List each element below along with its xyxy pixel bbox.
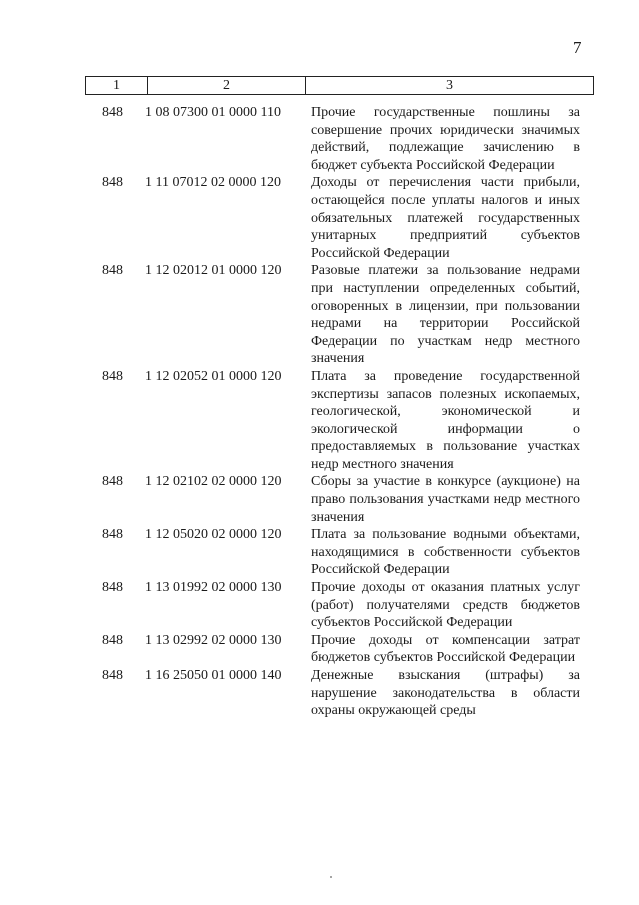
admin-code-cell: 848 [102,668,123,683]
admin-code-cell: 848 [102,474,123,490]
kbk-code-cell: 1 13 02992 02 0000 130 [145,632,282,648]
description-cell: Денежные взыскания (штрафы) за нарушение законодательства в области охраны окружающей среды [311,668,580,719]
kbk-code-cell: 1 16 25050 01 0000 140 [145,668,282,683]
table-row [85,526,593,579]
column-header-table [85,76,594,95]
kbk-code-cell: 1 13 01992 02 0000 130 [145,580,282,596]
description-cell: Плата за проведение государственной экспертизы запасов полезных ископаемых, геологической, экономической и экологической информации о предоставляемых в пользование участках недр местного значения [311,368,580,472]
description-cell: Доходы от перечисления части прибыли, остающейся после уплаты налогов и иных обязательных платежей государственных унитарных предприятий субъектов Российской Федерации [311,175,580,261]
admin-code-cell: 848 [102,175,123,191]
table-row [85,667,593,720]
admin-code-cell: 848 [102,368,123,384]
column-header-1: 1 [86,77,148,95]
kbk-code-cell: 1 12 02012 01 0000 120 [145,263,282,279]
table-row [85,579,593,632]
table-row [85,473,593,526]
page-number: 7 [573,38,582,57]
description-cell: Прочие государственные пошлины за совершение прочих юридически значимых действий, подлежащие зачислению в бюджет субъекта Российской Федерации [311,105,580,173]
description-cell: Прочие доходы от оказания платных услуг (работ) получателями средств бюджетов субъектов Российской Федерации [311,580,580,631]
scan-speck [330,876,332,878]
admin-code-cell: 848 [102,105,123,120]
revenue-codes-list [85,104,593,720]
kbk-code-cell: 1 12 02102 02 0000 120 [145,474,282,490]
description-cell: Прочие доходы от компенсации затрат бюджетов субъектов Российской Федерации [311,632,580,666]
admin-code-cell: 848 [102,263,123,279]
table-row [85,262,593,368]
column-header-row [86,77,594,95]
column-header-3: 3 [306,77,594,95]
table-row [85,104,593,174]
table-row [85,174,593,262]
admin-code-cell: 848 [102,580,123,596]
description-cell: Сборы за участие в конкурсе (аукционе) на право пользования участками недр местного значения [311,474,580,525]
column-header-2: 2 [148,77,306,95]
description-cell: Разовые платежи за пользование недрами при наступлении определенных событий, оговоренных в лицензии, при пользовании недрами на территории Российской Федерации по участкам недр местного значения [311,263,580,367]
table-row [85,632,593,667]
kbk-code-cell: 1 08 07300 01 0000 110 [145,105,281,120]
description-cell: Плата за пользование водными объектами, находящимися в собственности субъектов Российской Федерации [311,527,580,578]
kbk-code-cell: 1 12 05020 02 0000 120 [145,527,282,543]
admin-code-cell: 848 [102,632,123,648]
admin-code-cell: 848 [102,527,123,543]
kbk-code-cell: 1 12 02052 01 0000 120 [145,368,282,384]
table-row [85,368,593,474]
kbk-code-cell: 1 11 07012 02 0000 120 [145,175,281,191]
